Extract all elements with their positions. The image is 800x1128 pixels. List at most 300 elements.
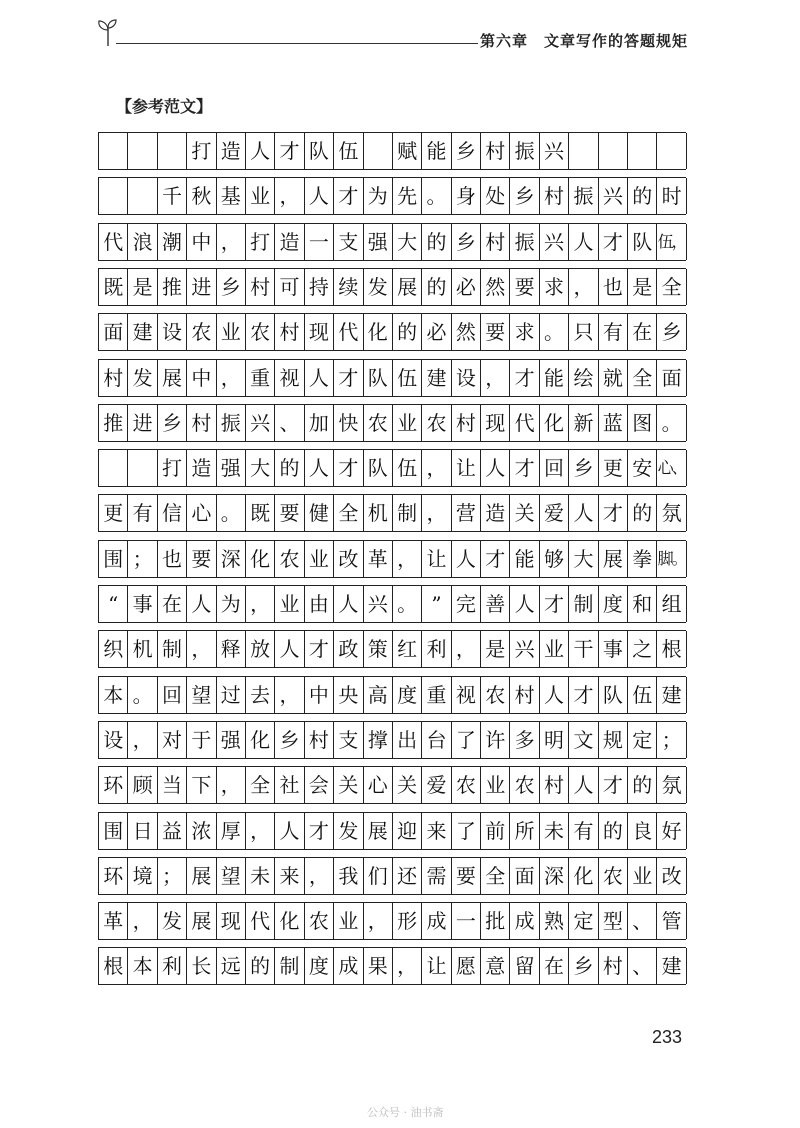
- grid-cell: 的: [275, 450, 304, 486]
- grid-cell: 建: [657, 677, 686, 713]
- grid-cell: 村: [452, 405, 481, 441]
- grid-cell: 伍: [628, 677, 657, 713]
- grid-cell: ；: [657, 722, 686, 758]
- grid-cell: 现: [481, 405, 510, 441]
- grid-cell: 设: [158, 314, 187, 350]
- grid-cell: 大: [569, 541, 598, 577]
- header-rule: [116, 43, 478, 44]
- grid-cell: 振: [510, 224, 539, 260]
- grid-cell: 放: [246, 631, 275, 667]
- grid-cell: 才: [334, 178, 363, 214]
- grid-cell: 一: [305, 224, 334, 260]
- grid-cell: 秋: [187, 178, 216, 214]
- grid-cell: ，: [187, 631, 216, 667]
- grid-cell: 央: [334, 677, 363, 713]
- grid-cell: ，: [481, 360, 510, 396]
- grid-cell: 去: [246, 677, 275, 713]
- grid-cell: 成: [334, 948, 363, 984]
- grid-cell: [628, 133, 657, 169]
- grid-cell: 营: [452, 495, 481, 531]
- grid-cell: 可: [275, 269, 304, 305]
- grid-row: [98, 313, 686, 351]
- grid-cell: 村: [187, 405, 216, 441]
- grid-row: [98, 721, 686, 759]
- grid-cell: 过: [217, 677, 246, 713]
- grid-cell: 基: [217, 178, 246, 214]
- grid-cell: 既: [99, 269, 128, 305]
- grid-cell: 村: [275, 314, 304, 350]
- grid-cell: 大: [246, 450, 275, 486]
- grid-cell: 好: [657, 813, 686, 849]
- grid-cell: 的: [628, 178, 657, 214]
- grid-cell: 造: [217, 133, 246, 169]
- chapter-title: 第六章 文章写作的答题规矩: [479, 32, 688, 50]
- grid-cell: 为: [217, 586, 246, 622]
- grid-cell: 村: [99, 360, 128, 396]
- grid-cell: 环: [99, 767, 128, 803]
- grid-cell: ；: [128, 541, 157, 577]
- grid-cell: 根: [99, 948, 128, 984]
- grid-cell: 伍: [334, 133, 363, 169]
- grid-cell: 度: [599, 586, 628, 622]
- grid-cell: 乡: [158, 405, 187, 441]
- grid-cell: 根: [657, 631, 686, 667]
- grid-cell: ，: [393, 541, 422, 577]
- grid-cell: 和: [628, 586, 657, 622]
- grid-cell: 定: [569, 903, 598, 939]
- grid-cell: 厚: [217, 813, 246, 849]
- grid-cell: 需: [422, 858, 451, 894]
- grid-cell: 许: [481, 722, 510, 758]
- grid-cell: 必: [422, 314, 451, 350]
- grid-cell: 强: [217, 450, 246, 486]
- grid-cell: 伍: [393, 360, 422, 396]
- grid-cell: 村: [305, 722, 334, 758]
- grid-cell: 队: [628, 224, 657, 260]
- grid-cell: “: [99, 586, 128, 622]
- grid-cell: 乡: [510, 178, 539, 214]
- grid-cell: 代: [99, 224, 128, 260]
- grid-row: [98, 947, 686, 985]
- grid-cell: 成: [510, 903, 539, 939]
- grid-cell: 了: [452, 813, 481, 849]
- grid-cell: 打: [158, 450, 187, 486]
- grid-cell: 事: [128, 586, 157, 622]
- grid-cell: ，: [569, 269, 598, 305]
- grid-cell: 一: [452, 903, 481, 939]
- grid-cell: 村: [510, 677, 539, 713]
- grid-cell: 也: [599, 269, 628, 305]
- grid-cell: 化: [246, 722, 275, 758]
- grid-cell: 深: [217, 541, 246, 577]
- grid-cell: ；: [158, 858, 187, 894]
- grid-cell: 全: [481, 858, 510, 894]
- grid-cell: 。: [422, 178, 451, 214]
- grid-cell: 发: [334, 813, 363, 849]
- grid-cell: 才: [305, 631, 334, 667]
- grid-cell: 造: [275, 224, 304, 260]
- grid-cell: 来: [275, 858, 304, 894]
- grid-cell: 氛: [657, 495, 686, 531]
- grid-cell: 更: [599, 450, 628, 486]
- grid-cell: 要: [275, 495, 304, 531]
- grid-cell: 业: [540, 631, 569, 667]
- grid-cell: 批: [481, 903, 510, 939]
- grid-cell: 才: [599, 767, 628, 803]
- grid-cell: 的: [246, 948, 275, 984]
- grid-cell: 展: [393, 269, 422, 305]
- grid-cell: 农: [246, 314, 275, 350]
- grid-cell: 的: [422, 224, 451, 260]
- grid-cell: 本: [99, 677, 128, 713]
- grid-cell: 农: [599, 858, 628, 894]
- grid-cell: 制: [569, 586, 598, 622]
- grid-cell: 面: [510, 858, 539, 894]
- grid-cell: 脚。: [657, 541, 686, 577]
- grid-cell: 高: [364, 677, 393, 713]
- grid-cell: 望: [187, 677, 216, 713]
- grid-cell: 人: [569, 495, 598, 531]
- grid-cell: 我: [334, 858, 363, 894]
- grid-cell: 就: [599, 360, 628, 396]
- grid-cell: 社: [275, 767, 304, 803]
- grid-cell: 有: [128, 495, 157, 531]
- grid-cell: 乡: [657, 314, 686, 350]
- grid-cell: 顾: [128, 767, 157, 803]
- grid-cell: 的: [628, 495, 657, 531]
- grid-cell: 设: [99, 722, 128, 758]
- grid-cell: 在: [158, 586, 187, 622]
- grid-cell: 农: [510, 767, 539, 803]
- grid-cell: 重: [422, 677, 451, 713]
- grid-cell: ，: [452, 631, 481, 667]
- grid-cell: 乡: [569, 948, 598, 984]
- grid-cell: 在: [540, 948, 569, 984]
- grid-cell: 心: [187, 495, 216, 531]
- grid-cell: 全: [628, 360, 657, 396]
- grid-cell: 够: [540, 541, 569, 577]
- grid-cell: 人: [305, 178, 334, 214]
- grid-cell: 振: [569, 178, 598, 214]
- grid-cell: 意: [481, 948, 510, 984]
- grid-cell: 村: [540, 178, 569, 214]
- grid-cell: 农: [305, 903, 334, 939]
- grid-cell: 。: [657, 405, 686, 441]
- grid-cell: 展: [187, 903, 216, 939]
- grid-cell: 在: [628, 314, 657, 350]
- grid-row: [98, 857, 686, 895]
- grid-cell: [128, 450, 157, 486]
- grid-cell: 所: [510, 813, 539, 849]
- grid-cell: 完: [452, 586, 481, 622]
- grid-cell: 新: [569, 405, 598, 441]
- grid-cell: 才: [481, 541, 510, 577]
- grid-cell: 长: [187, 948, 216, 984]
- grid-cell: 业: [481, 767, 510, 803]
- grid-cell: 释: [217, 631, 246, 667]
- grid-cell: 会: [305, 767, 334, 803]
- grid-cell: 打: [246, 224, 275, 260]
- grid-cell: 兴: [364, 586, 393, 622]
- grid-cell: ，: [217, 360, 246, 396]
- grid-cell: 深: [540, 858, 569, 894]
- grid-cell: 的: [599, 813, 628, 849]
- grid-cell: 利: [158, 948, 187, 984]
- grid-cell: 求: [540, 269, 569, 305]
- grid-cell: ，: [305, 858, 334, 894]
- grid-cell: 乡: [452, 133, 481, 169]
- grid-cell: 度: [305, 948, 334, 984]
- grid-cell: 远: [217, 948, 246, 984]
- grid-row: [98, 404, 686, 442]
- grid-cell: 爱: [422, 767, 451, 803]
- grid-cell: 出: [393, 722, 422, 758]
- grid-cell: 管: [657, 903, 686, 939]
- grid-cell: 浓: [187, 813, 216, 849]
- grid-cell: 、: [275, 405, 304, 441]
- grid-row: [98, 359, 686, 397]
- grid-cell: 发: [364, 269, 393, 305]
- grid-cell: 伍: [393, 450, 422, 486]
- grid-cell: 拳: [628, 541, 657, 577]
- grid-cell: 。: [540, 314, 569, 350]
- grid-cell: 本: [128, 948, 157, 984]
- grid-cell: 中: [187, 224, 216, 260]
- grid-cell: 兴: [540, 133, 569, 169]
- grid-row: [98, 812, 686, 850]
- grid-cell: 村: [599, 948, 628, 984]
- grid-cell: 回: [540, 450, 569, 486]
- grid-cell: 化: [275, 903, 304, 939]
- grid-cell: 进: [128, 405, 157, 441]
- grid-cell: 良: [628, 813, 657, 849]
- grid-cell: 全: [657, 269, 686, 305]
- grid-cell: 推: [99, 405, 128, 441]
- grid-cell: 化: [540, 405, 569, 441]
- grid-row: [98, 223, 686, 261]
- grid-cell: 益: [158, 813, 187, 849]
- grid-cell: 设: [452, 360, 481, 396]
- grid-cell: 才: [305, 813, 334, 849]
- grid-cell: 由: [305, 586, 334, 622]
- grid-cell: 乡: [569, 450, 598, 486]
- grid-cell: 队: [364, 360, 393, 396]
- grid-cell: 迎: [393, 813, 422, 849]
- grid-cell: 先: [393, 178, 422, 214]
- grid-cell: 造: [187, 450, 216, 486]
- grid-cell: 进: [187, 269, 216, 305]
- grid-cell: 撑: [364, 722, 393, 758]
- grid-cell: 加: [305, 405, 334, 441]
- grid-cell: 兴: [246, 405, 275, 441]
- grid-cell: 才: [599, 224, 628, 260]
- grid-cell: [128, 133, 157, 169]
- grid-cell: 农: [364, 405, 393, 441]
- grid-cell: 持: [305, 269, 334, 305]
- grid-cell: 业: [393, 405, 422, 441]
- grid-cell: 。: [393, 586, 422, 622]
- grid-cell: 围: [99, 541, 128, 577]
- grid-cell: [99, 450, 128, 486]
- grid-cell: 展: [599, 541, 628, 577]
- grid-cell: [99, 133, 128, 169]
- grid-row: [98, 540, 686, 578]
- grid-cell: 来: [422, 813, 451, 849]
- grid-cell: 浪: [128, 224, 157, 260]
- grid-cell: 千: [158, 178, 187, 214]
- grid-cell: 才: [510, 450, 539, 486]
- grid-cell: [599, 133, 628, 169]
- grid-row: [98, 449, 686, 487]
- grid-cell: 才: [599, 495, 628, 531]
- grid-cell: 时: [657, 178, 686, 214]
- grid-cell: 求: [510, 314, 539, 350]
- grid-cell: 心、: [657, 450, 686, 486]
- grid-cell: 当: [158, 767, 187, 803]
- grid-cell: 建: [128, 314, 157, 350]
- grid-cell: 振: [217, 405, 246, 441]
- grid-cell: ，: [246, 813, 275, 849]
- grid-cell: 。: [128, 677, 157, 713]
- grid-cell: 强: [217, 722, 246, 758]
- grid-cell: ，: [275, 677, 304, 713]
- grid-cell: 振: [510, 133, 539, 169]
- grid-cell: 制: [158, 631, 187, 667]
- grid-cell: 能: [510, 541, 539, 577]
- grid-cell: 中: [187, 360, 216, 396]
- grid-cell: 业: [305, 541, 334, 577]
- grid-cell: 打: [187, 133, 216, 169]
- grid-cell: 展: [364, 813, 393, 849]
- grid-cell: 围: [99, 813, 128, 849]
- grid-cell: 留: [510, 948, 539, 984]
- grid-cell: 代: [334, 314, 363, 350]
- grid-cell: 建: [422, 360, 451, 396]
- grid-cell: 展: [158, 360, 187, 396]
- grid-cell: 才: [275, 133, 304, 169]
- grid-cell: 之: [628, 631, 657, 667]
- grid-cell: 快: [334, 405, 363, 441]
- grid-cell: 爱: [540, 495, 569, 531]
- grid-cell: 兴: [540, 224, 569, 260]
- grid-cell: 才: [510, 360, 539, 396]
- grid-cell: 干: [569, 631, 598, 667]
- grid-cell: 全: [334, 495, 363, 531]
- grid-cell: 关: [510, 495, 539, 531]
- grid-cell: 前: [481, 813, 510, 849]
- grid-cell: 组: [657, 586, 686, 622]
- grid-cell: 回: [158, 677, 187, 713]
- grid-cell: 人: [246, 133, 275, 169]
- grid-cell: [657, 133, 686, 169]
- grid-cell: 明: [540, 722, 569, 758]
- grid-cell: 还: [393, 858, 422, 894]
- grid-cell: 果: [364, 948, 393, 984]
- grid-cell: 、: [628, 948, 657, 984]
- grid-cell: 事: [599, 631, 628, 667]
- grid-cell: 信: [158, 495, 187, 531]
- grid-cell: 赋: [393, 133, 422, 169]
- grid-cell: 队: [364, 450, 393, 486]
- grid-cell: 有: [599, 314, 628, 350]
- grid-cell: 善: [481, 586, 510, 622]
- grid-cell: 化: [364, 314, 393, 350]
- grid-cell: 全: [246, 767, 275, 803]
- grid-cell: 。: [217, 495, 246, 531]
- grid-cell: 对: [158, 722, 187, 758]
- grid-cell: 健: [305, 495, 334, 531]
- grid-cell: 机: [128, 631, 157, 667]
- grid-cell: 望: [217, 858, 246, 894]
- grid-cell: 了: [452, 722, 481, 758]
- grid-cell: 才: [540, 586, 569, 622]
- grid-cell: 制: [393, 495, 422, 531]
- grid-cell: 的: [628, 767, 657, 803]
- grid-cell: 、: [628, 903, 657, 939]
- grid-cell: 能: [540, 360, 569, 396]
- grid-cell: 未: [540, 813, 569, 849]
- grid-cell: 环: [99, 858, 128, 894]
- grid-cell: 村: [481, 133, 510, 169]
- grid-cell: 人: [452, 541, 481, 577]
- grid-cell: 人: [540, 677, 569, 713]
- grid-cell: 能: [422, 133, 451, 169]
- grid-cell: 于: [187, 722, 216, 758]
- page-header: [96, 18, 692, 52]
- grid-cell: 的: [393, 314, 422, 350]
- grid-cell: 安: [628, 450, 657, 486]
- grid-cell: 图: [628, 405, 657, 441]
- grid-cell: 度: [393, 677, 422, 713]
- grid-cell: 让: [422, 948, 451, 984]
- grid-cell: [128, 178, 157, 214]
- grid-cell: 改: [657, 858, 686, 894]
- grid-cell: 村: [246, 269, 275, 305]
- grid-cell: ，: [246, 586, 275, 622]
- grid-cell: 人: [569, 224, 598, 260]
- grid-cell: 队: [599, 677, 628, 713]
- grid-cell: 多: [510, 722, 539, 758]
- grid-row: [98, 902, 686, 940]
- grid-cell: [158, 133, 187, 169]
- grid-cell: 利: [422, 631, 451, 667]
- grid-cell: 是: [628, 269, 657, 305]
- grid-cell: 型: [599, 903, 628, 939]
- grid-cell: 代: [510, 405, 539, 441]
- grid-row: [98, 177, 686, 215]
- grid-cell: 有: [569, 813, 598, 849]
- grid-cell: [99, 178, 128, 214]
- grid-cell: 人: [305, 450, 334, 486]
- grid-cell: 大: [393, 224, 422, 260]
- grid-cell: 农: [452, 767, 481, 803]
- grid-cell: 人: [305, 360, 334, 396]
- grid-cell: 业: [334, 903, 363, 939]
- grid-cell: 展: [187, 858, 216, 894]
- grid-cell: 人: [569, 767, 598, 803]
- grid-cell: 面: [99, 314, 128, 350]
- grid-cell: 视: [452, 677, 481, 713]
- grid-cell: 兴: [510, 631, 539, 667]
- grid-row: [98, 268, 686, 306]
- grid-cell: 红: [393, 631, 422, 667]
- grid-cell: [569, 133, 598, 169]
- grid-cell: 农: [422, 405, 451, 441]
- grid-cell: 关: [393, 767, 422, 803]
- grid-cell: 织: [99, 631, 128, 667]
- grid-row: [98, 676, 686, 714]
- grid-cell: ”: [422, 586, 451, 622]
